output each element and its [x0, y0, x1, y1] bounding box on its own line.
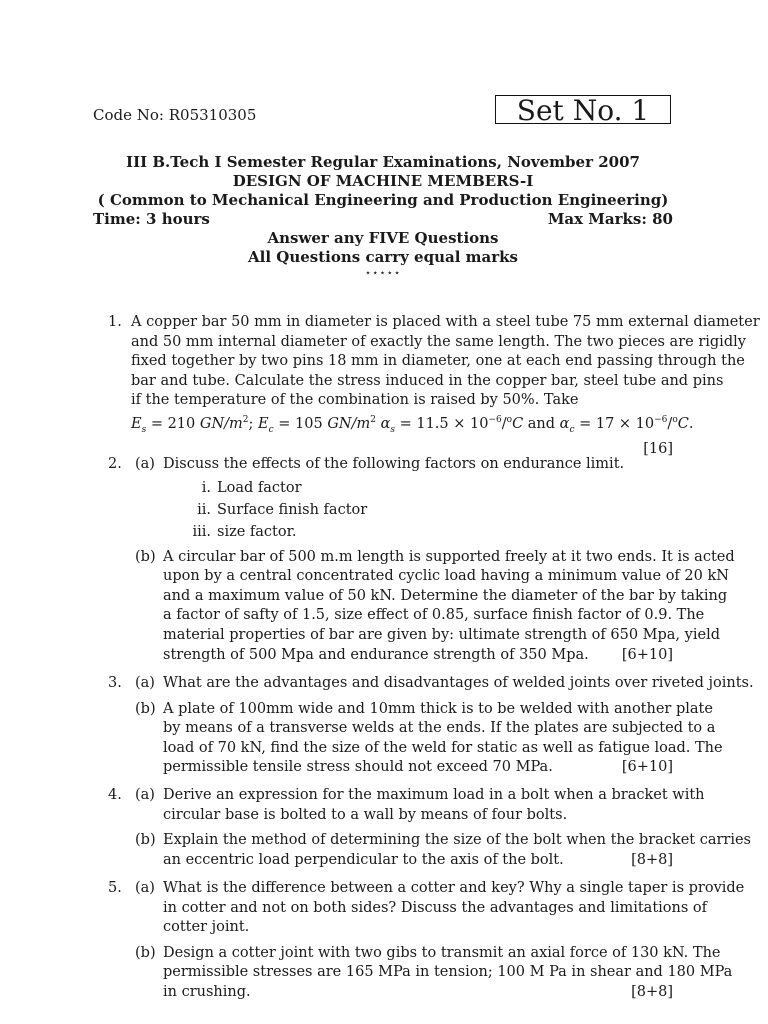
question-5 [108, 879, 745, 1003]
time-allowed: Time: 3 hours [93, 210, 210, 228]
subquestion-a: (a) What is the difference between a cotter and key? Why a single taper is provide in cotter and not on both sides? Discuss the advantages and limitations of cotter joint. [135, 880, 745, 936]
subquestion-b: (b) Design a cotter joint with two gibs to transmit an axial force of 130 kN. The permissible stresses are 165 MPa in tension; 100 M Pa in shear and 180 MPa in crushing. [8+8] [131, 944, 673, 1003]
subquestion-b: (b) A circular bar of 500 m.m length is supported freely at it two ends. It is acted upon by a central concentrated cyclic load having a minimum value of 20 kN and a maximum value of 50 kN. Determine the diameter of the bar by taking a factor of safty of 1.5, size effect of 0.85, surface finish factor of 0.9. The material properties of bar are given by: ultimate strength of 650 Mpa, yield strength of 500 Mpa and endurance strength of 350 Mpa. [6+10] [131, 548, 673, 666]
question-2 [108, 455, 735, 665]
list-item: i. Load factor [201, 479, 302, 496]
question-line: A copper bar 50 mm in diameter is placed with a steel tube 75 mm external diameter [131, 314, 760, 330]
question-number: 2. [108, 456, 122, 472]
subquestion-b: (b) A plate of 100mm wide and 10mm thick is to be welded with another plate by means of a transverse welds at the ends. If the plates are subjected to a load of 70 kN, find the size of the weld for static as well as fatigue load. The permissible tensile stress should not exceed 70 MPa. [6+10] [131, 700, 673, 778]
time-marks-row [93, 210, 673, 228]
set-number-box: Set No. 1 [495, 95, 671, 124]
formula-line: $E_s = 210$ $GN/m^2$; $E_c = 105$ $GN/m^2$ $\alpha_s = 11.5 \times 10^{-6}/^oC$ and $\alpha_c = 17 \times 10^{-6}/^oC$. [131, 414, 694, 435]
subquestion-a: (a) What are the advantages and disadvantages of welded joints over riveted joints. [135, 675, 754, 691]
question-1 [108, 313, 760, 460]
common-note: ( Common to Mechanical Engineering and Production Engineering) [97, 191, 669, 209]
question-number: 4. [108, 787, 122, 803]
instruction-five: Answer any FIVE Questions [267, 229, 499, 247]
exam-title: III B.Tech I Semester Regular Examinations, November 2007 [126, 153, 640, 171]
question-line: if the temperature of the combination is raised by 50%. Take [131, 392, 579, 409]
question-4 [108, 786, 752, 870]
question-number: 5. [108, 880, 122, 896]
question-number: 3. [108, 675, 122, 691]
marks-label: [6+10] [621, 759, 673, 776]
marks-label: [8+8] [631, 851, 673, 868]
code-number: Code No: R05310305 [93, 106, 257, 124]
max-marks: Max Marks: 80 [547, 210, 673, 228]
question-line: bar and tube. Calculate the stress induced in the copper bar, steel tube and pins [131, 372, 724, 389]
question-line: fixed together by two pins 18 mm in diameter, one at each end passing through the [131, 353, 745, 370]
instruction-equal: All Questions carry equal marks [248, 248, 518, 266]
list-item: iii. size factor. [192, 523, 297, 540]
marks-label: [16] [643, 441, 673, 458]
subquestion-a: (a) Derive an expression for the maximum load in a bolt when a bracket with circular base is bolted to a wall by means of four bolts. [135, 787, 705, 823]
marks-label: [6+10] [621, 646, 673, 663]
stars-divider: ⋆⋆⋆⋆⋆ [364, 268, 402, 279]
question-number: 1. [108, 314, 122, 330]
question-3 [108, 674, 754, 778]
question-line: and 50 mm internal diameter of exactly the same length. The two pieces are rigidly [131, 333, 746, 350]
subject-title: DESIGN OF MACHINE MEMBERS-I [232, 172, 534, 190]
list-item: ii. Surface finish factor [197, 501, 368, 518]
subquestion-b: (b) Explain the method of determining the size of the bolt when the bracket carries an eccentric load perpendicular to the axis of the bolt. [8+8] [131, 831, 673, 870]
marks-label: [8+8] [631, 983, 673, 1000]
subquestion-a: (a) Discuss the effects of the following factors on endurance limit. [135, 456, 625, 472]
